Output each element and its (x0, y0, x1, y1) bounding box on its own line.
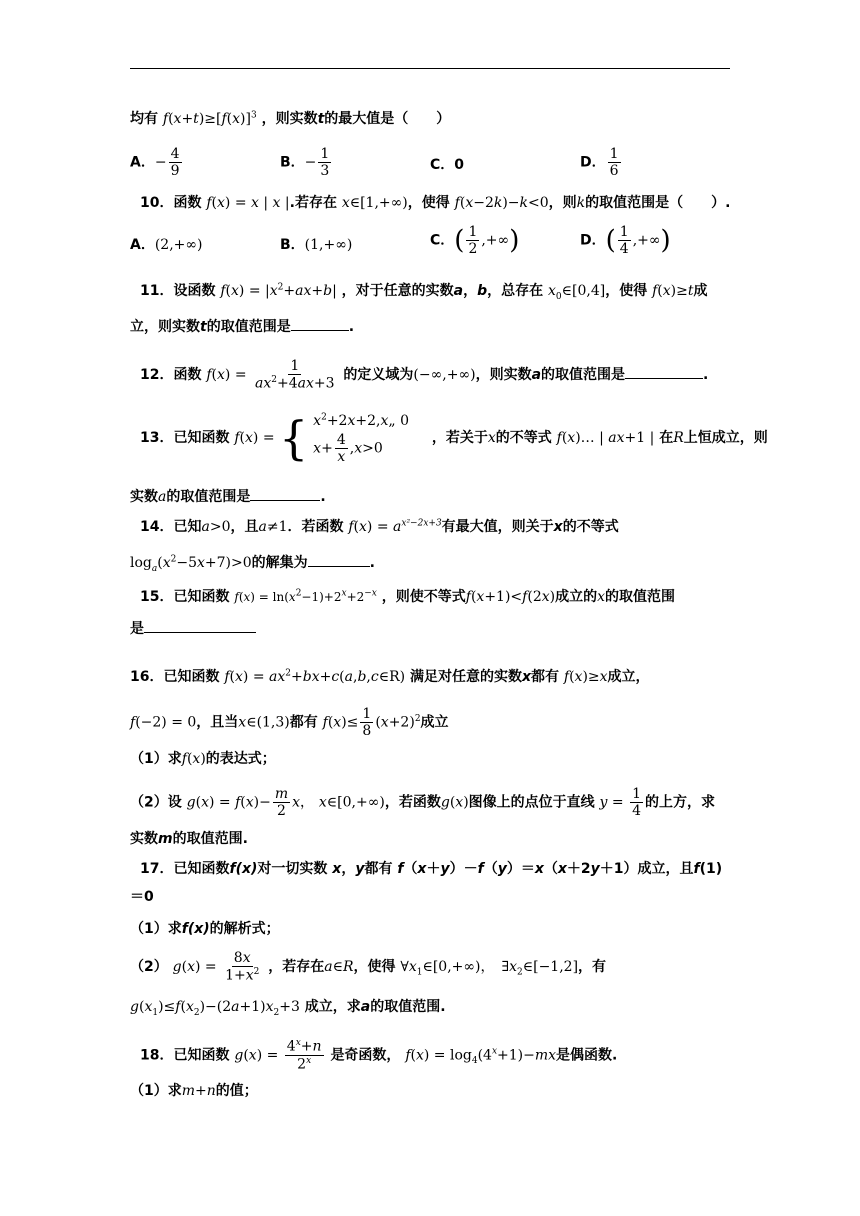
q16-part1: （1）求f(x)的表达式； (130, 751, 276, 767)
q16-stem-line2: f(−2) = 0，且当x∈(1,3)都有 f(x)≤ $\frac{1}{8}$ $(x+2)^2$成立 (130, 706, 449, 740)
q9-option-c: C．0 (430, 157, 465, 173)
q18-stem: 18．已知函数 g(x) = $\frac{4^x+n}{2^x}$ 是奇函数， $f(x) = \log_4(4^x+1)-mx$是偶函数. (140, 1038, 618, 1073)
q10-option-c: C．( $\frac{1}{2}$ ,+∞) (430, 224, 520, 258)
q15-stem-line1: 15．已知函数 $f(x) = \ln(x^2-1)+2^x+2^{-x}$ ，则使不等式f(x+1)<f(2x)成立的x的取值范围 (140, 588, 676, 605)
q16-part2-line1: （2）设 g(x) = f(x)− $\frac{m}{2}$ x， x∈[0,+∞)，若函数g(x)图像上的点位于直线 y = $\frac{1}{4}$ 的上方，求 (130, 786, 716, 820)
q10-option-d: D．( $\frac{1}{4}$ ,+∞) (580, 224, 671, 258)
q16-part2-line2: 实数m的取值范围. (130, 831, 248, 847)
q18-part1: （1）求m+n的值； (130, 1083, 258, 1099)
q17-part1: （1）求f(x)的解析式； (130, 921, 280, 937)
q14-stem-line2: $\log_a(x^2-5x+7)>0$的解集为 . (130, 552, 375, 574)
q13-stem-line2: 实数a的取值范围是 . (130, 486, 326, 506)
q10-option-b: B．(1,+∞) (280, 237, 353, 253)
q9-option-d: D． $\frac{1}{6}$ (580, 146, 619, 180)
q11-stem-line2: 立，则实数t的取值范围是 . (130, 316, 354, 336)
q11-stem-line1: 11．设函数 $f(x) = |x^2+ax+b|$ ，对于任意的实数a，b，总存在 $x_0\in[0,4]$，使得 f(x)≥t成 (140, 282, 708, 302)
q13-stem-line1: 13．已知函数 f(x) = { $x^2+2x+2,x„$ 0 x+ $\frac{4}{x}$ ,x>0 ，若关于x的不等式 f(x)… | ax+1 | 在R上恒成立，则 (140, 410, 768, 466)
q16-stem-line1: 16．已知函数 $f(x) = ax^2+bx+c(a,b,c\in R)$ 满足对任意的实数x都有 f(x)≥x成立， (130, 668, 650, 685)
q10-stem: 10．函数 f(x) = x | x |.若存在 x∈[1,+∞)，使得 f(x−2k)−k<0，则k的取值范围是（ ）. (140, 195, 731, 211)
header-rule (130, 68, 730, 69)
q9-stem: 均有 $f(x+t)\ge[f(x)]^3$ ，则实数t的最大值是（ ） (130, 110, 451, 127)
q10-option-a: A．(2,+∞) (130, 237, 203, 253)
q9-option-a: A．− $\frac{4}{9}$ (130, 146, 180, 180)
q17-stem-line2: ＝0 (130, 889, 154, 905)
q17-part2-line2: $g(x_1)\le f(x_2)-(2a+1)x_2+3$ 成立，求a的取值范围. (130, 999, 446, 1018)
q17-stem-line1: 17．已知函数f(x)对一切实数 x，y都有 f（x＋y）－f（y）＝x（x＋2y＋1）成立，且f(1) (140, 861, 723, 877)
q9-option-b: B．− $\frac{1}{3}$ (280, 146, 330, 180)
q12-stem: 12．函数 f(x) = $\frac{1}{ax^2+4ax+3}$ 的定义域为(−∞,+∞)，则实数a的取值范围是 . (140, 358, 709, 392)
q17-part2-line1: （2） g(x) = $\frac{8x}{1+x^2}$ ，若存在a∈R，使得 $\forall x_1\in[0,+\infty)$， $\exists x_2\in[-1,2]$，有 (130, 950, 607, 984)
q14-stem-line1: 14．已知a>0，且a≠1．若函数 $f(x) = a^{x^2-2x+3}$有最大值，则关于x的不等式 (140, 518, 619, 535)
q15-stem-line2: 是 (130, 618, 256, 638)
